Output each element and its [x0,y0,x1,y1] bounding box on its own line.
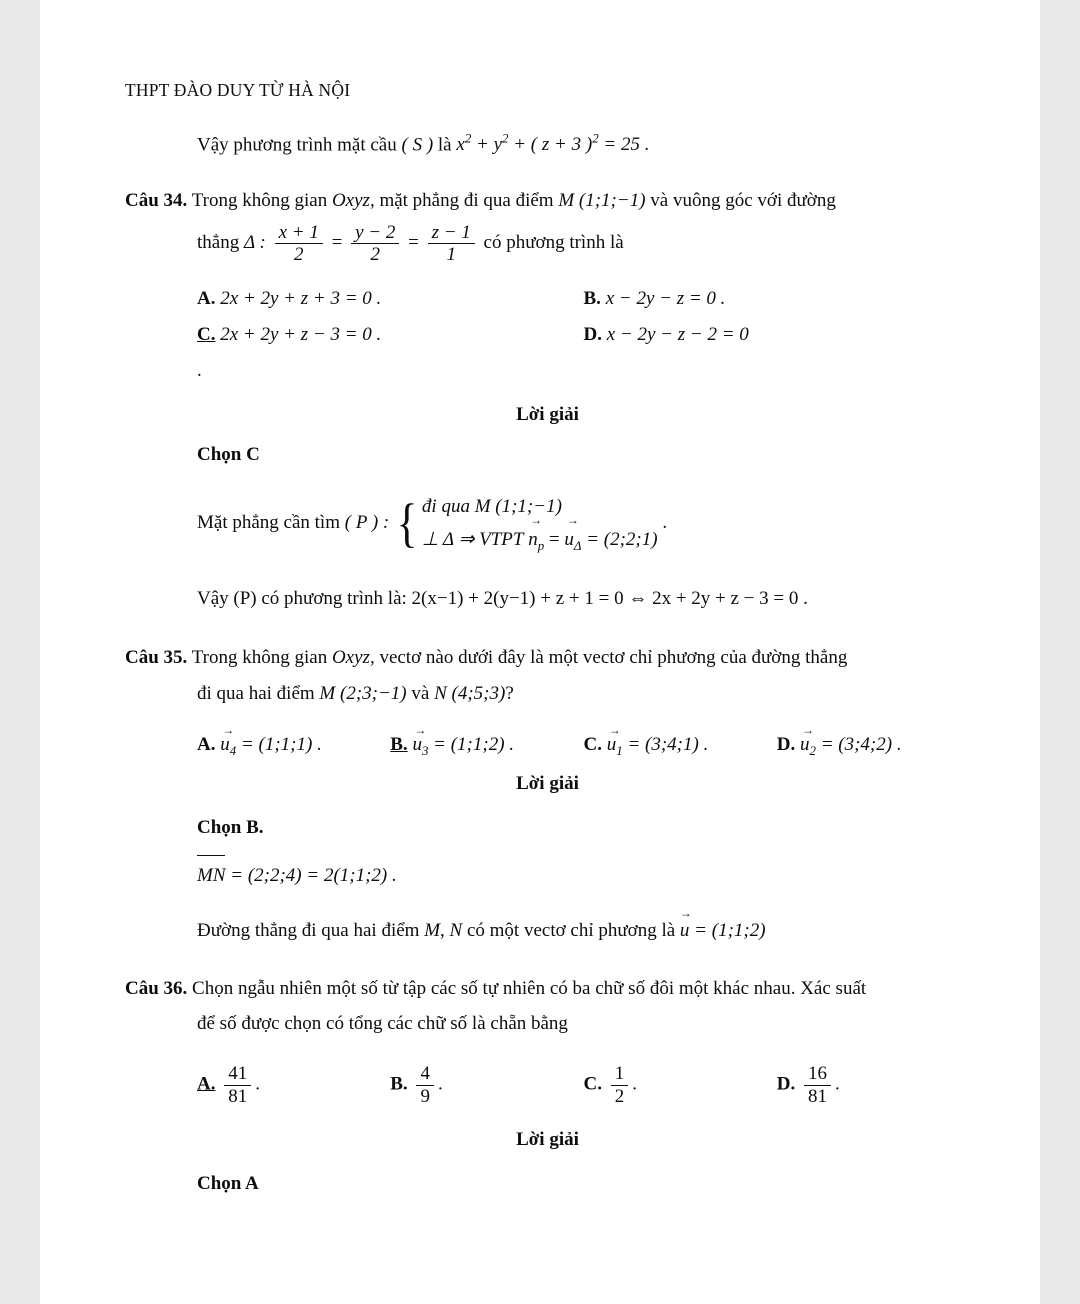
solution-heading-36: Lời giải [516,1129,579,1151]
question-35-stem-a: Trong không gian [191,647,328,669]
answer-35-C[interactable] [584,734,777,759]
question-36-line2: để số được chọn có tổng các chữ số là chẵn bằng [197,1013,568,1035]
question-34-point: M (1;1;−1) [558,189,646,211]
choice-35: Chọn B. [197,816,264,838]
frac-den: 1 [428,243,475,266]
solution-35-vector-value: = (1;1;2) [694,920,766,942]
intro-line [197,129,970,160]
answer-36-B-label: B. [390,1073,408,1095]
answer-36-B-tail: . [437,1073,443,1095]
answer-34-C-text: 2x + 2y + z − 3 = 0 . [220,324,382,346]
vector-sub: 4 [229,742,237,758]
solution-35-final [197,916,970,945]
system-trailing-dot: . [662,512,668,534]
question-34-stem2-a: thẳng [197,232,240,254]
answer-35-A-text: = (1;1;1) . [240,734,322,756]
frac-num: 16 [807,1062,827,1084]
answer-35-C-text: = (3;4;1) . [627,734,709,756]
solution-35-vector-u [680,916,690,945]
vector-u-sub: Δ [573,538,582,554]
question-35-stem2-a: đi qua hai điểm [197,682,315,704]
normal-vector-n [528,523,544,557]
question-34-stem-b: , mặt phẳng đi qua điểm [369,189,554,211]
frac-den: 9 [416,1085,434,1108]
question-35-space: Oxyz [331,647,370,669]
question-34-trailing-dot: . [197,360,202,382]
answer-34-B-text: x − 2y − z = 0 . [605,288,726,310]
answer-36-D-fraction [804,1063,831,1108]
question-35-number: Câu 35. [125,647,188,669]
answer-36-A-label: A. [197,1073,216,1095]
answer-35-D-text: = (3;4;2) . [820,734,902,756]
vector-letter: u [606,734,617,756]
answer-35-B-text: = (1;1;2) . [433,734,515,756]
answer-35-B-vector [412,734,428,759]
answer-34-D[interactable] [584,324,971,346]
system-line-2 [422,523,658,557]
vector-MN-value: = (2;2;4) = 2(1;1;2) . [230,864,397,886]
frac-num: y − 2 [355,221,396,243]
solution-35-final-a: Đường thẳng đi qua hai điểm [197,920,420,942]
frac-num: z − 1 [431,221,471,243]
answer-36-D-tail: . [834,1073,840,1095]
question-35-point-N: N (4;5;3) [434,682,506,704]
direction-vector-u [564,523,581,557]
sphere-symbol: ( S ) [401,134,434,156]
solution-34-final: Vậy (P) có phương trình là: 2(x−1) + 2(y−1) + z + 1 = 0 ⇔ 2x + 2y + z − 3 = 0 . [197,587,808,609]
choice-34: Chọn C [197,444,260,466]
frac-den: 81 [804,1085,831,1108]
answer-34-B[interactable] [584,288,971,310]
question-34-stem2-b: có phương trình là [483,232,624,254]
vector-sub: 1 [616,742,623,758]
question-36-answers [197,1063,970,1108]
system-eq: = [548,529,560,551]
answer-36-B[interactable] [390,1063,583,1108]
system-brace-group [394,490,658,558]
answer-34-B-label: B. [583,288,601,310]
question-34-line2 [197,221,970,266]
question-35-point-M: M (2;3;−1) [319,682,407,704]
vector-sub: 2 [809,742,816,758]
vector-n-letter: n [528,529,538,551]
frac-num: x + 1 [278,221,319,243]
left-brace: { [396,493,418,554]
frac-num: 1 [614,1062,625,1084]
solution-35-final-b: có một vectơ chỉ phương là [466,920,676,942]
question-34-number: Câu 34. [125,189,188,211]
solution-heading-34: Lời giải [516,404,579,426]
solution-34-system [197,490,970,558]
frac-z1-1 [428,222,475,267]
answer-35-A[interactable] [197,734,390,759]
question-34-answers-row-2 [197,324,970,346]
frac-den: 81 [224,1085,251,1108]
solution-34-lead: Mặt phẳng cần tìm [197,512,340,534]
system-line-2-text: ⊥ Δ ⇒ VTPT [421,529,524,551]
question-34-answers-row-1 [197,288,970,310]
question-36-number: Câu 36. [125,977,188,999]
vector-letter: u [220,734,230,756]
answer-36-A-fraction [224,1063,251,1108]
frac-y2-2 [351,222,399,267]
question-35-q: ? [505,682,514,704]
intro-text-before: Vậy phương trình mặt cầu [197,134,397,156]
frac-den: 2 [611,1085,629,1108]
answer-34-D-label: D. [583,324,602,346]
answer-36-A-tail: . [255,1073,260,1095]
vector-sub: 3 [421,742,429,758]
vector-MN: MN [197,861,226,890]
question-35-line2 [197,679,970,708]
answer-34-C-label: C. [197,324,216,346]
solution-35-vector-line [197,861,970,890]
eq-sign-2: = [408,232,419,254]
vector-letter: u [412,734,422,756]
document-page [40,0,1040,1304]
question-35-answers [197,734,970,759]
frac-den: 2 [351,243,399,266]
frac-den: 2 [275,243,323,266]
vector-n-sub: p [537,538,545,554]
system-lines [422,490,658,558]
solution-heading-35: Lời giải [516,772,579,794]
system-value: = (2;2;1) [586,529,658,551]
question-34-line-symbol: Δ : [243,232,266,254]
eq-sign-1: = [331,232,343,254]
answer-34-A-label: A. [197,288,216,310]
answer-36-C[interactable] [584,1063,777,1108]
answer-35-B-label: B. [390,734,408,756]
frac-num: 4 [420,1062,430,1084]
answer-34-C[interactable] [197,324,584,346]
intro-text-mid: là [437,134,452,156]
system-line-1: đi qua M (1;1;−1) [421,496,562,518]
answer-34-A-text: 2x + 2y + z + 3 = 0 . [220,288,382,310]
answer-35-D-vector [800,734,816,759]
question-36-stem-1: Chọn ngẫu nhiên một số từ tập các số tự nhiên có ba chữ số đôi một khác nhau. Xác suất [192,977,867,999]
answer-35-A-label: A. [197,734,216,756]
solution-35-M: M [424,920,441,942]
answer-35-C-vector [607,734,623,759]
frac-num: 41 [228,1062,248,1084]
document-content [40,0,1040,1195]
question-35 [125,643,970,672]
question-36 [125,974,970,1003]
answer-36-D-label: D. [776,1073,796,1095]
answer-36-D[interactable] [777,1063,970,1108]
answer-34-A[interactable] [197,288,584,310]
question-34-stem-a: Trong không gian [191,189,328,211]
question-35-stem-b: , vectơ nào dưới đây là một vectơ chỉ phương của đường thẳng [369,647,848,669]
answer-35-D[interactable] [777,734,970,759]
solution-35-comma: , [440,920,445,942]
question-34 [125,186,970,215]
vector-letter: u [679,920,690,942]
intro-equation: $x^2 + y^2$ + ( z + 3 )$^2$ = 25 . [456,131,650,156]
question-34-space: Oxyz [331,189,370,211]
question-34-stem-c: và vuông góc với đường [650,189,836,211]
answer-35-D-label: D. [776,734,796,756]
answer-35-B[interactable] [390,734,583,759]
frac-x1-2 [275,222,323,267]
answer-35-A-vector [220,734,236,759]
solution-34-plane: ( P ) : [344,512,390,534]
answer-36-C-fraction [611,1063,629,1108]
vector-letter: u [799,734,810,756]
answer-36-C-label: C. [583,1073,602,1095]
answer-35-C-label: C. [583,734,602,756]
vector-u-letter: u [564,529,574,551]
choice-36: Chọn A [197,1173,259,1195]
answer-36-B-fraction [416,1063,434,1108]
question-35-and: và [411,682,430,704]
school-header: THPT ĐÀO DUY TỪ HÀ NỘI [125,80,351,100]
answer-36-C-tail: . [632,1073,637,1095]
answer-36-A[interactable] [197,1063,390,1108]
answer-34-D-text: x − 2y − z − 2 = 0 [606,324,749,346]
solution-35-N: N [449,920,463,942]
